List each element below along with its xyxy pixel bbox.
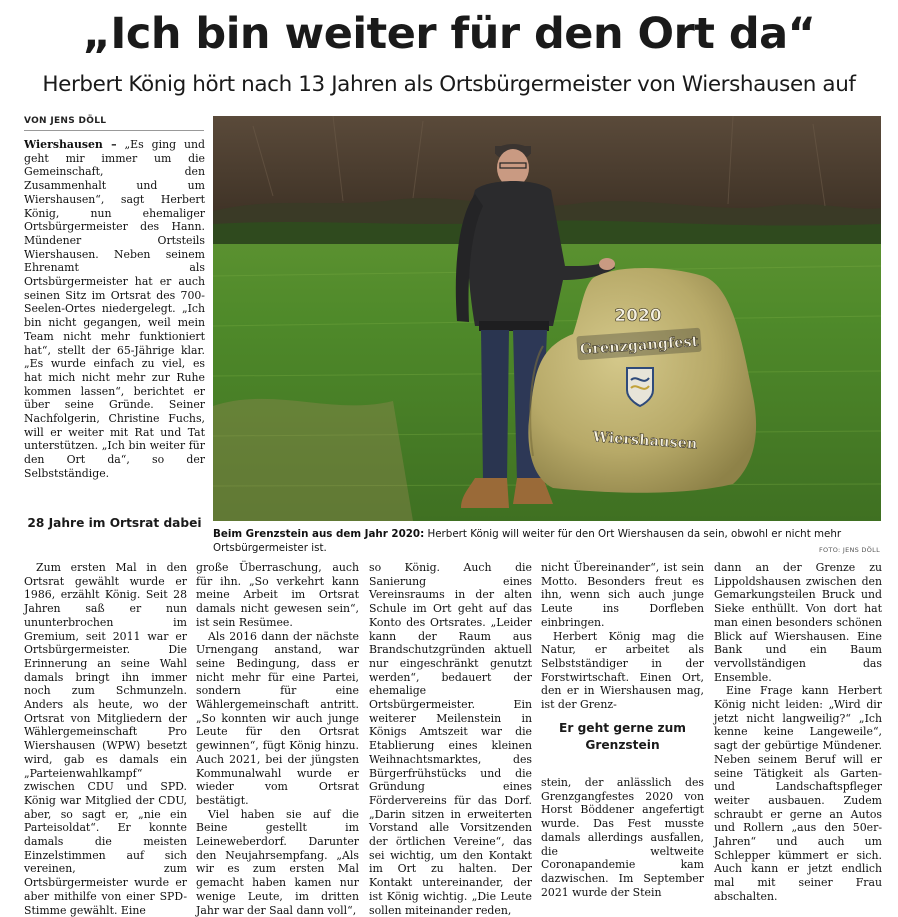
headline: „Ich bin weiter für den Ort da“ bbox=[82, 9, 816, 59]
byline: VON JENS DÖLL bbox=[24, 116, 107, 126]
photo-caption bbox=[213, 527, 881, 555]
intro-column bbox=[24, 138, 205, 481]
photo-credit: FOTO: JENS DÖLL bbox=[818, 546, 880, 554]
paragraph: Eine Frage kann Herbert König nicht leiden: „Wird dir jetzt nicht langweilig?“ „Ich kenne keine Langeweile“, sagt der gebürtige Mündener. Neben seinem Beruf will er seine Tätigkeit als Garten- und Landschaftspfleger weiter ausbauen. Zudem schraubt er gerne an Autos und Rollern „aus den 50er-Jahren“ und auch um Schlepper kümmert er sich. Auch kann er jetzt endlich mal mit seiner Frau abschalten. bbox=[714, 684, 882, 903]
text-column-5 bbox=[714, 561, 882, 904]
paragraph: nicht Übereinander“, ist sein Motto. Besonders freut es ihn, wenn sich auch junge Leute ins Dorfleben einbringen. bbox=[541, 561, 704, 629]
stone-label-text: Grenzgangfest bbox=[579, 332, 699, 359]
subheading-grenzstein: Er geht gerne zum Grenzstein bbox=[559, 721, 686, 752]
paragraph: stein, der anlässlich des Grenzgangfestes 2020 von Horst Böddener angefertigt wurde. Das Fest musste damals allerdings ausfallen, die weltweite Coronapandemie kam dazwischen. Im September 2021 wurde der Stein bbox=[541, 776, 704, 899]
intro-text: „Es ging und geht mir immer um die Gemeinschaft, den Zusammenhalt und um Wiershausen“, sagt Herbert König, nun ehemaliger Ortsbürgermeister des Hann. Mündener Ortsteils Wiershausen. Neben seinem Ehrenamt als Ortsbürgermeister hat er auch seinen Sitz im Ortsrat des 700-Seelen-Ortes niedergelegt. „Ich bin nicht gegangen, weil mein Team nicht mehr funktioniert hat“, stellt der 65-Jährige klar. „Es wurde einfach zu viel, es hat mich nicht mehr zur Ruhe kommen lassen“, berichtet er über seine Gründe. Seiner Nachfolgerin, Christine Fuchs, will er weiter mit Rat und Tat unterstützen. „Ich bin weiter für den Ort da“, so der Selbstständige. bbox=[24, 138, 205, 480]
subheadline: Herbert König hört nach 13 Jahren als Ortsbürgermeister von Wiershausen auf bbox=[42, 72, 856, 97]
paragraph: dann an der Grenze zu Lippoldshausen zwischen den Gemarkungsteilen Bruck und Sieke enthüllt. Von dort hat man einen besonders schönen Blick auf Wiershausen. Eine Bank und ein Baum vervollständigen das Ensemble. bbox=[714, 561, 882, 684]
text-column-1 bbox=[24, 561, 187, 917]
paragraph: große Überraschung, auch für ihn. „So verkehrt kann meine Arbeit im Ortsrat damals nicht gewesen sein“, ist sein Resümee. bbox=[196, 561, 359, 629]
byline-rule bbox=[24, 130, 204, 131]
text-column-4 bbox=[541, 561, 704, 712]
paragraph: Herbert König mag die Natur, er arbeitet als Selbstständiger in der Forstwirtschaft. Einen Ort, den er in Wiershausen mag, ist der Grenz- bbox=[541, 629, 704, 712]
text-column-3 bbox=[369, 561, 532, 917]
subheading-28-jahre: 28 Jahre im Ortsrat dabei bbox=[27, 516, 202, 530]
caption-text: Herbert König will weiter für den Ort Wiershausen da sein, obwohl er nicht mehr Ortsbürgermeister ist. bbox=[213, 528, 842, 554]
text-column-2 bbox=[196, 561, 359, 917]
stone-year-text: 2020 bbox=[614, 306, 662, 326]
paragraph: Zum ersten Mal in den Ortsrat gewählt wurde er 1986, erzählt König. Seit 28 Jahren saß er nun ununterbrochen im Gremium, seit 2011 war er Ortsbürgermeister. Die Erinnerung an seine Wahl damals bringt ihn immer noch zum Schmunzeln. Anders als heute, wo der Ortsrat von Mitgliedern der Wählergemeinschaft Pro Wiershausen (WPW) besetzt wird, gab es damals ein „Parteienwahlkampf“ zwischen CDU und SPD. König war Mitglied der CDU, aber, so sagt er, „nie ein Parteisoldat“. Er konnte damals die meisten Einzelstimmen auf sich vereinen, zum Ortsbürgermeister wurde er aber mithilfe von einer SPD-Stimme gewählt. Eine bbox=[24, 561, 187, 917]
caption-lead: Beim Grenzstein aus dem Jahr 2020: bbox=[213, 528, 425, 540]
text-column-4-continued bbox=[541, 776, 704, 899]
photo bbox=[213, 116, 881, 521]
paragraph: Als 2016 dann der nächste Urnengang anstand, war seine Bedingung, dass er nicht mehr für eine Partei, sondern für eine Wählergemeinschaft antritt. „So konnten wir auch junge Leute für den Ortsrat gewinnen“, fügt König hinzu. Auch 2021, bei der jüngsten Kommunalwahl wurde er wieder vom Ortsrat bestätigt. bbox=[196, 629, 359, 807]
stone-place-text: Wiershausen bbox=[592, 428, 698, 453]
paragraph: Viel haben sie auf die Beine gestellt im Leineweberdorf. Darunter den Neujahrsempfang. „Als wir es zum ersten Mal gemacht haben kamen nur wenige Leute, im dritten Jahr war der Saal dann voll“, bbox=[196, 807, 359, 917]
photo-image bbox=[213, 116, 881, 521]
paragraph: so König. Auch die Sanierung eines Vereinsraums in der alten Schule im Ort geht auf das Konto des Ortsrates. „Leider kann der Raum aus Brandschutzgründen aktuell nur eingeschränkt genutzt werden“, bedauert der ehemalige Ortsbürgermeister. Ein weiterer Meilenstein in Königs Amtszeit war die Etablierung eines kleinen Weihnachtsmarktes, des Bürgerfrühstücks und die Gründung eines Fördervereins für das Dorf. „Darin sitzen in erweiterten Vorstand alle Vorsitzenden der örtlichen Vereine“, das sei wichtig, um den Kontakt im Ort zu halten. Der Kontakt untereinander, der ist König wichtig. „Die Leute sollen miteinander reden, bbox=[369, 561, 532, 917]
dateline: Wiershausen – bbox=[24, 138, 117, 151]
